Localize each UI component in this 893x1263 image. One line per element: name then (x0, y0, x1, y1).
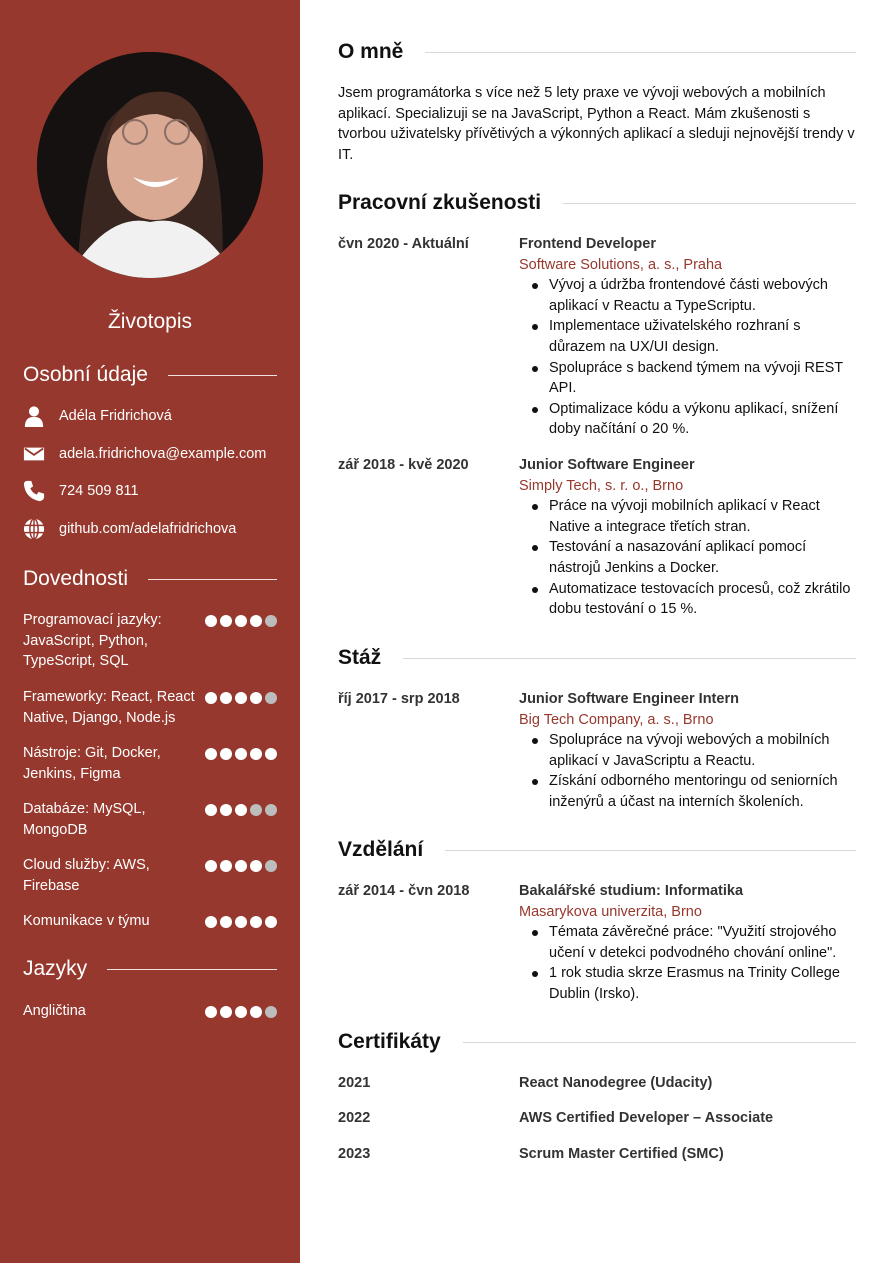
entry-bullets (519, 275, 859, 440)
profile-photo (37, 52, 263, 278)
skills-heading (23, 567, 277, 591)
skill-label: Frameworky: React, React Native, Django, Node.js (23, 689, 195, 726)
rating-dot-filled (265, 916, 277, 928)
entry-role: Bakalářské studium: Informatika (519, 883, 744, 899)
rating-dot-filled (205, 615, 217, 627)
rating-dot-filled (220, 916, 232, 928)
heading-rule (463, 1042, 856, 1043)
skill-rating (205, 799, 277, 840)
language-label: Angličtina (23, 1003, 86, 1019)
language-rating (205, 1001, 277, 1022)
rating-dot-filled (250, 615, 262, 627)
cv-title: Životopis (107, 310, 193, 333)
profile-photo-image (37, 52, 263, 278)
certificate-name: AWS Certified Developer – Associate (519, 1110, 774, 1126)
contact-name-text: Adéla Fridrichová (59, 408, 172, 424)
rating-dot-filled (220, 615, 232, 627)
rating-dot-filled (235, 1006, 247, 1018)
skill-item (23, 799, 277, 840)
envelope-icon (23, 443, 45, 465)
certificate-year: 2021 (338, 1075, 371, 1091)
education-heading-text: Vzdělání (338, 838, 424, 861)
rating-dot-filled (205, 916, 217, 928)
contact-email-text[interactable]: adela.fridrichova@example.com (59, 446, 267, 462)
personal-heading (23, 363, 277, 387)
rating-dot-filled (235, 804, 247, 816)
bullet-item: Testování a nasazování aplikací pomocí nástrojů Jenkins a Docker. (519, 537, 859, 578)
entry-date: zář 2014 - čvn 2018 (338, 883, 470, 899)
globe-icon (23, 518, 45, 540)
rating-dot-filled (235, 748, 247, 760)
skill-rating (205, 911, 277, 932)
entry-bullets (519, 730, 859, 812)
rating-dot-filled (220, 692, 232, 704)
entry-org: Masarykova univerzita, Brno (519, 903, 702, 920)
rating-dot-empty (265, 1006, 277, 1018)
heading-rule (425, 52, 856, 53)
heading-rule (107, 969, 277, 970)
skills-heading-text: Dovednosti (23, 567, 129, 590)
entry-date: zář 2018 - kvě 2020 (338, 457, 469, 473)
rating-dot-filled (250, 692, 262, 704)
rating-dot-filled (250, 860, 262, 872)
contact-phone-text[interactable]: 724 509 811 (59, 483, 139, 499)
rating-dot-filled (220, 1006, 232, 1018)
bullet-item: Témata závěrečné práce: "Využití strojového učení v detekci podvodného chování online". (519, 922, 859, 963)
bullet-item: Spolupráce na vývoji webových a mobilních aplikací v JavaScriptu a Reactu. (519, 730, 859, 771)
contact-phone[interactable] (23, 480, 283, 502)
entry-org: Software Solutions, a. s., Praha (519, 256, 723, 273)
heading-rule (148, 579, 277, 580)
entry-date: čvn 2020 - Aktuální (338, 236, 469, 252)
bullet-item: Optimalizace kódu a výkonu aplikací, snížení doby načítání o 20 %. (519, 399, 859, 440)
rating-dot-filled (235, 860, 247, 872)
rating-dot-filled (250, 748, 262, 760)
user-icon (23, 405, 45, 427)
rating-dot-filled (205, 748, 217, 760)
rating-dot-empty (265, 804, 277, 816)
certificate-name: React Nanodegree (Udacity) (519, 1075, 713, 1091)
bullet-item: 1 rok studia skrze Erasmus na Trinity College Dublin (Irsko). (519, 963, 859, 1004)
skill-item (23, 610, 277, 672)
about-heading (338, 40, 856, 64)
bullet-item: Práce na vývoji mobilních aplikací v React Native a integrace třetích stran. (519, 496, 859, 537)
rating-dot-filled (220, 860, 232, 872)
languages-heading-text: Jazyky (23, 957, 88, 980)
skill-label: Databáze: MySQL, MongoDB (23, 801, 146, 838)
entry-org: Big Tech Company, a. s., Brno (519, 711, 714, 728)
entry-role: Junior Software Engineer (519, 457, 695, 473)
rating-dot-filled (235, 615, 247, 627)
skill-label: Nástroje: Git, Docker, Jenkins, Figma (23, 745, 161, 782)
rating-dot-filled (220, 748, 232, 760)
certificate-year: 2023 (338, 1146, 371, 1162)
internship-heading (338, 646, 856, 670)
heading-rule (168, 375, 277, 376)
personal-heading-text: Osobní údaje (23, 363, 148, 386)
certificate-name: Scrum Master Certified (SMC) (519, 1146, 724, 1162)
skill-label: Programovací jazyky: JavaScript, Python, TypeScript, SQL (23, 612, 162, 669)
languages-heading (23, 957, 277, 981)
phone-icon (23, 480, 45, 502)
bullet-item: Spolupráce s backend týmem na vývoji REST API. (519, 358, 859, 399)
skill-item (23, 855, 277, 896)
heading-rule (563, 203, 856, 204)
skill-label: Cloud služby: AWS, Firebase (23, 857, 150, 894)
certificate-year: 2022 (338, 1110, 371, 1126)
rating-dot-empty (250, 804, 262, 816)
entry-bullets (519, 922, 859, 1004)
contact-email[interactable] (23, 443, 283, 465)
rating-dot-filled (265, 748, 277, 760)
bullet-item: Automatizace testovacích procesů, což zkrátilo dobu testování o 15 %. (519, 579, 859, 620)
contact-github-text[interactable]: github.com/adelafridrichova (59, 521, 237, 537)
sidebar (0, 0, 300, 1263)
rating-dot-filled (235, 692, 247, 704)
certificates-heading (338, 1030, 856, 1054)
certificates-heading-text: Certifikáty (338, 1030, 441, 1053)
skill-item (23, 687, 277, 728)
bullet-item: Získání odborného mentoringu od seniorních inženýrů a účast na interních školeních. (519, 771, 859, 812)
entry-role: Frontend Developer (519, 236, 656, 252)
contact-name (23, 405, 283, 427)
skill-rating (205, 743, 277, 784)
heading-rule (403, 658, 856, 659)
experience-heading-text: Pracovní zkušenosti (338, 191, 542, 214)
rating-dot-filled (220, 804, 232, 816)
entry-bullets (519, 496, 859, 620)
entry-org: Simply Tech, s. r. o., Brno (519, 477, 684, 494)
rating-dot-filled (205, 1006, 217, 1018)
rating-dot-empty (265, 692, 277, 704)
experience-heading (338, 191, 856, 215)
rating-dot-empty (265, 860, 277, 872)
bullet-item: Vývoj a údržba frontendové části webových aplikací v Reactu a TypeScriptu. (519, 275, 859, 316)
entry-date: říj 2017 - srp 2018 (338, 691, 460, 707)
rating-dot-filled (250, 916, 262, 928)
education-heading (338, 838, 856, 862)
about-text: Jsem programátorka s více než 5 lety praxe ve vývoji webových a mobilních aplikací. Specializuji se na JavaScript, Python a React. Mám zkušenosti s tvorbou uživatelsky přívětivých a výkonných aplikací a sleduji nejnovější trendy v IT. (338, 85, 855, 163)
language-item (23, 1001, 277, 1022)
rating-dot-empty (265, 615, 277, 627)
contact-github[interactable] (23, 518, 283, 540)
skill-rating (205, 610, 277, 672)
rating-dot-filled (205, 804, 217, 816)
heading-rule (445, 850, 856, 851)
about-heading-text: O mně (338, 40, 404, 63)
skill-rating (205, 687, 277, 728)
rating-dot-filled (235, 916, 247, 928)
skill-rating (205, 855, 277, 896)
rating-dot-filled (205, 692, 217, 704)
rating-dot-filled (250, 1006, 262, 1018)
internship-heading-text: Stáž (338, 646, 382, 669)
skill-label: Komunikace v týmu (23, 913, 150, 929)
bullet-item: Implementace uživatelského rozhraní s důrazem na UX/UI design. (519, 316, 859, 357)
entry-role: Junior Software Engineer Intern (519, 691, 739, 707)
skill-item (23, 743, 277, 784)
skill-item (23, 911, 277, 932)
rating-dot-filled (205, 860, 217, 872)
